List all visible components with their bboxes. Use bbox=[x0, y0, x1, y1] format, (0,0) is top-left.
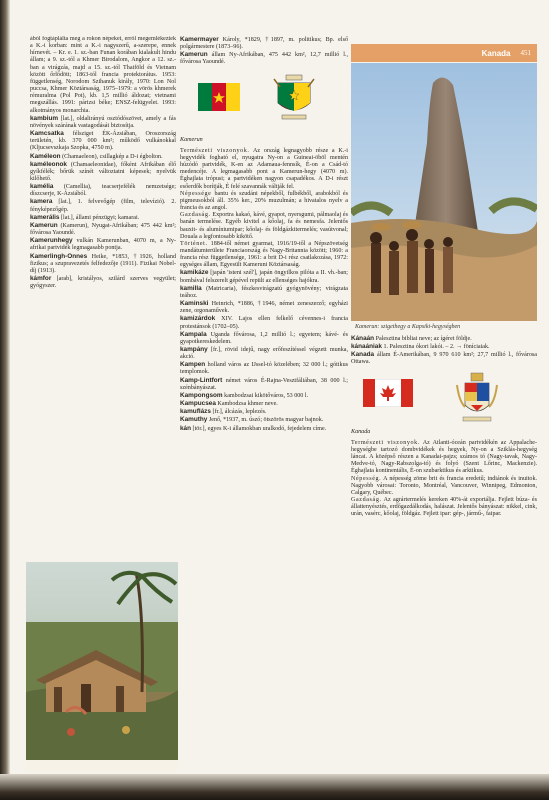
section bbox=[351, 440, 537, 476]
flag-caption: Kanada bbox=[351, 428, 371, 435]
paragraph: ából fogtáplálta meg a rokon népeket, erről megemlékeztek a K.-i korban: mint a K.-i nagyszerű, a-szerepe, ennek hírnevét. – Kr. e. 1. sz.-ban Funan korában kialakult hindu állam; a 9. sz.-tól a Khmer Birodalom, Angkor a 12. sz.-ban a virágzás, majd a 15. sz.-tól Thaiföld és Vietnam között őrlődött; 1863-tól francia protektorátus. 1953: függetlenség, Norodom Szihanuk király, 1970: Lon Nol puccsa, Khmer Köztársaság, 1975–1979: a vörös khmerek rémuralma (Pol Pot), kb. 1,5 millió áldozat; vietnami megszállás. 1991: párizsi béke; ENSZ-felügyelet. 1993: alkotmányos monarchia. bbox=[30, 36, 176, 114]
entry bbox=[180, 269, 348, 284]
headword: Kaminski bbox=[180, 300, 209, 308]
entry bbox=[180, 285, 348, 300]
section-heading: Népessége bbox=[180, 190, 212, 197]
entry bbox=[30, 275, 176, 290]
headword: kamilla bbox=[180, 284, 202, 292]
entry-text: (Chamaeleon), csillagkép a D-i égbolton. bbox=[62, 153, 163, 160]
headword: Kamermayer bbox=[180, 36, 219, 43]
entry bbox=[30, 237, 176, 252]
entry bbox=[180, 51, 348, 66]
entry-text: félsziget ÉK-Ázsiában, Oroszország területén, kb. 370 000 km²; működő vulkánokkal (Kljucsevszkaja Szopka, 4750 m). bbox=[30, 131, 176, 152]
entry bbox=[180, 425, 348, 433]
village-photo bbox=[26, 562, 178, 772]
running-header-title: Kanada bbox=[481, 48, 511, 58]
entry bbox=[30, 130, 176, 152]
running-header bbox=[351, 44, 537, 62]
entry-text: Palesztina bibliai neve; az ígéret földje. bbox=[375, 336, 472, 342]
entry bbox=[180, 36, 348, 51]
entry-text: 1. Palesztina ókori lakói. – 2. → föníciaiak. bbox=[383, 344, 490, 351]
section-heading: Népesség. bbox=[351, 475, 382, 482]
section-text: Az agrártermelés kereken 40%-át exportálja. Fejlett búza- és állattenyésztés, erdőgazdálkodás, halászat. Jelentős bányászat: nikkel, cink, urán, vasérc, kőolaj, földgáz. Fejlett ipar: gép-, jármű-, faipar. bbox=[351, 497, 537, 518]
section bbox=[180, 241, 348, 270]
entry bbox=[180, 400, 348, 408]
headword: Kamerun bbox=[30, 221, 58, 229]
entry bbox=[30, 115, 176, 130]
headword: Kanada bbox=[351, 351, 375, 359]
entry bbox=[30, 214, 176, 222]
entry bbox=[30, 253, 176, 275]
entry-text: állam É-Amerikában, 9 970 610 km²; 27,7 millió l., fővárosa Ottawa. bbox=[351, 352, 537, 366]
headword: kampány bbox=[180, 346, 208, 353]
rock-photo-caption: Kamerun: szigethegy a Kapsiki-hegységben bbox=[355, 324, 461, 330]
section-text: Exportra kakaó, kávé, gyapot, nyersgumi, pálmaolaj és banán termelése. Egyéb kivitel a kőolaj, fa és nemesfa. Jelentős bauxit- és alumíniumipar; kőolaj- és földgázkitermelés; vasútvonal; Douala a legfontosabb kikötő. bbox=[180, 212, 348, 240]
headword: kán bbox=[180, 424, 192, 432]
headword: kamizárdok bbox=[180, 315, 216, 323]
section-text: 1884-től német gyarmat, 1916/19-től a Népszövetség mandátumterülete Franciaország és Nagy-Britannia között; 1960: a francia rész függetlensége, 1961: a brit D-i rész csatlakozása, 1972: egységes állam, Egyesült Kameruni Köztársaság. bbox=[180, 240, 348, 269]
entry-text: [japán 'isteni szél'], japán öngyilkos pilóta a II. vh.-ban; bombával felszerelt gépével repült az ellenséges hajókra. bbox=[180, 270, 348, 284]
entry bbox=[30, 183, 176, 198]
page-bottom-edge bbox=[0, 774, 549, 800]
section-heading: Természeti viszonyok. bbox=[180, 147, 250, 154]
section-text: Az ország legnagyobb része a K.-i hegyvidék fogható el, nyugatra Ny-on a Guineai-öböl mentén húzódó partvidék, K-en az Adamaua-fennsík, É-on a Csád-tó medencéje. A legmagasabb pont a Kamerun-hegy (4070 m). Éghajlata trópusi; a partvidéken nagyon csapadékos. A D-i részt esőerdők borítják, É felé szavannák váltják fel. bbox=[180, 147, 348, 190]
canada-flag-icon bbox=[363, 379, 413, 407]
entry bbox=[180, 300, 348, 315]
village-photo-image bbox=[26, 562, 178, 772]
page-number: 451 bbox=[520, 49, 531, 57]
entry bbox=[351, 335, 537, 343]
entry bbox=[180, 346, 348, 361]
entry bbox=[30, 161, 176, 183]
entry bbox=[351, 351, 537, 366]
rock-photo bbox=[351, 63, 537, 321]
section bbox=[180, 148, 348, 191]
headword: Kampala bbox=[180, 330, 207, 338]
entry-text: [arab], kristályos, szilárd szerves vegyület; gyógyszer. bbox=[30, 276, 176, 290]
column-right bbox=[351, 335, 537, 775]
entry-text: [fr.], rövid idejű, nagy erőfeszítéssel végzett munka, akció. bbox=[180, 347, 348, 361]
entry-text: Heike, *1853, †1926, holland fizikus; a szupravezetés felfedezője (1911). Fizikai Nobel-díj (1913). bbox=[30, 253, 176, 274]
section bbox=[351, 497, 537, 518]
headword: kamera bbox=[30, 198, 53, 206]
column-left bbox=[30, 36, 176, 556]
entry bbox=[30, 153, 176, 161]
entry bbox=[180, 392, 348, 400]
headword: kámfor bbox=[30, 275, 52, 282]
entry bbox=[180, 331, 348, 346]
entry-text: német város É-Rajna-Vesztfáliában, 38 000 l.; szénbányászat. bbox=[180, 377, 348, 391]
headword: Kampongsom bbox=[180, 391, 223, 399]
section bbox=[180, 212, 348, 241]
section-heading: Történet. bbox=[180, 240, 208, 247]
entry bbox=[351, 343, 537, 351]
headword: kambium bbox=[30, 114, 59, 122]
headword: Kamp-Lintfort bbox=[180, 376, 223, 384]
entry-text: [tör.], egyes K-i államokban uralkodó, fejedelem címe. bbox=[192, 425, 327, 432]
section bbox=[180, 191, 348, 212]
headword: Kánaán bbox=[351, 335, 375, 342]
entry bbox=[180, 416, 348, 424]
headword: Kamuthy bbox=[180, 416, 208, 424]
flags-block bbox=[180, 67, 348, 137]
entry-text: [lat.], oldalirányú osztódószövet, amely a fás növények szárának vastagodását biztosítja. bbox=[30, 115, 176, 129]
entry-text: Uganda fővárosa, 1,2 millió l.; egyetem; kávé- és gyapotkereskedelem. bbox=[180, 331, 348, 345]
entry-text: (Camellia), teacserjefélék nemzetsége; díszcserje, K-Ázsiából. bbox=[30, 184, 176, 198]
canada-flags-block bbox=[351, 367, 537, 429]
entry-text: (Chamaeleonidae), főként Afrikában élő gyíkfélék; bőrük színét változtatni képesek; nyelvük kilőhető. bbox=[30, 161, 176, 182]
section-text: A népesség zöme brit és francia eredetű; indiánok és inuitok. Nagyobb városai: Toronto, Montréal, Vancouver, Winnipeg, Edmonton, Calgary, Québec. bbox=[351, 475, 537, 496]
entry-text: vulkán Kamerunban, 4070 m, a Ny-afrikai partvidék legmagasabb pontja. bbox=[30, 238, 176, 252]
headword: Kampen bbox=[180, 361, 206, 369]
entry bbox=[180, 408, 348, 416]
entry-text: (Matricaria), fészkesvirágzatú gyógynövény; virágzata teához. bbox=[180, 285, 348, 299]
entry bbox=[180, 377, 348, 392]
flag-caption: Kamerun bbox=[180, 136, 203, 143]
canada-coat-of-arms-icon bbox=[455, 371, 499, 423]
entry-text: holland város az IJssel-tó közelében; 32 000 l.; gótikus templomok. bbox=[180, 362, 348, 376]
entry bbox=[30, 222, 176, 237]
headword: Kamerlingh-Onnes bbox=[30, 252, 88, 260]
section-heading: Gazdaság. bbox=[351, 497, 382, 504]
headword: kamikáze bbox=[180, 269, 209, 277]
headword: kamélia bbox=[30, 183, 54, 191]
entry-text: állam Ny-Afrikában, 475 442 km², 12,7 millió l., fővárosa Yaoundé. bbox=[180, 52, 348, 66]
column-middle bbox=[180, 36, 348, 776]
headword: Kampucsea bbox=[180, 400, 216, 408]
entry-text: [lat.], állami pénzügyi; kamarai. bbox=[61, 214, 140, 221]
cameroon-flag-icon bbox=[198, 83, 240, 111]
entry-text: Heinrich, *1886, †1946, német zeneszerző; egyházi zene, orgonaművek. bbox=[180, 301, 348, 315]
entry-text: [lat.], 1. felvevőgép (film, televízió). 2. fényképezőgép. bbox=[30, 199, 176, 213]
headword: kamuflázs bbox=[180, 408, 211, 416]
headword: Kamcsatka bbox=[30, 130, 64, 138]
headword: kaméleonok bbox=[30, 160, 67, 168]
rock-photo-image bbox=[351, 63, 537, 321]
headword: Kamerunhegy bbox=[30, 237, 73, 245]
section-heading: Természeti viszonyok. bbox=[351, 439, 420, 446]
entry-text: Károly, *1829, †1897, m. politikus; Bp. első polgármestere (1873–96). bbox=[180, 37, 348, 51]
section bbox=[351, 476, 537, 497]
headword: kánaániak bbox=[351, 343, 382, 351]
entry-text: kambodzsai kikötőváros, 53 000 l. bbox=[224, 392, 309, 399]
entry bbox=[30, 198, 176, 213]
entry-text: Jenő, *1937, m. úszó; ötszörös magyar bajnok. bbox=[208, 417, 324, 424]
section-text: Az Atlanti-óceán partvidékén az Appalache-hegységbe tartozó dombvidékek és hegyek, Ny-on a Sziklás-hegység láncai. A középső részen a Kanadai-pajzs; számos tó (Nagy-tavak, Nagy-Medve-tó, Nagy-Rabszolga-tó) és folyó (Szent Lőrinc, Mackenzie). Éghajlata kontinentális, É-on szubarktikus és arktikus. bbox=[351, 439, 537, 475]
entry-text: (Kamerun), Nyugat-Afrikában; 475 442 km²; fővárosa Yaoundé. bbox=[30, 222, 176, 237]
entry-text: [fr.], álcázás, leplezés. bbox=[212, 409, 267, 416]
cameroon-coat-of-arms-icon bbox=[272, 73, 316, 121]
entry-text: Kambodzsa khmer neve. bbox=[217, 401, 278, 408]
entry bbox=[180, 361, 348, 376]
headword: kamerális bbox=[30, 213, 60, 221]
entry bbox=[180, 315, 348, 330]
section-heading: Gazdaság. bbox=[180, 212, 211, 219]
headword: Kaméleon bbox=[30, 152, 61, 160]
entry-text: XIV. Lajos ellen felkelő cévennes-i francia protestánsok (1702–05). bbox=[180, 316, 348, 330]
headword: Kamerun bbox=[180, 51, 208, 59]
section-text: bantu és szudáni népekből, fulbékből, arabokból és pigmeusokból áll. 35% ker., 20% muzulmán; a hivatalos nyelv a francia és az angol. bbox=[180, 190, 348, 212]
book-spine bbox=[0, 0, 10, 800]
